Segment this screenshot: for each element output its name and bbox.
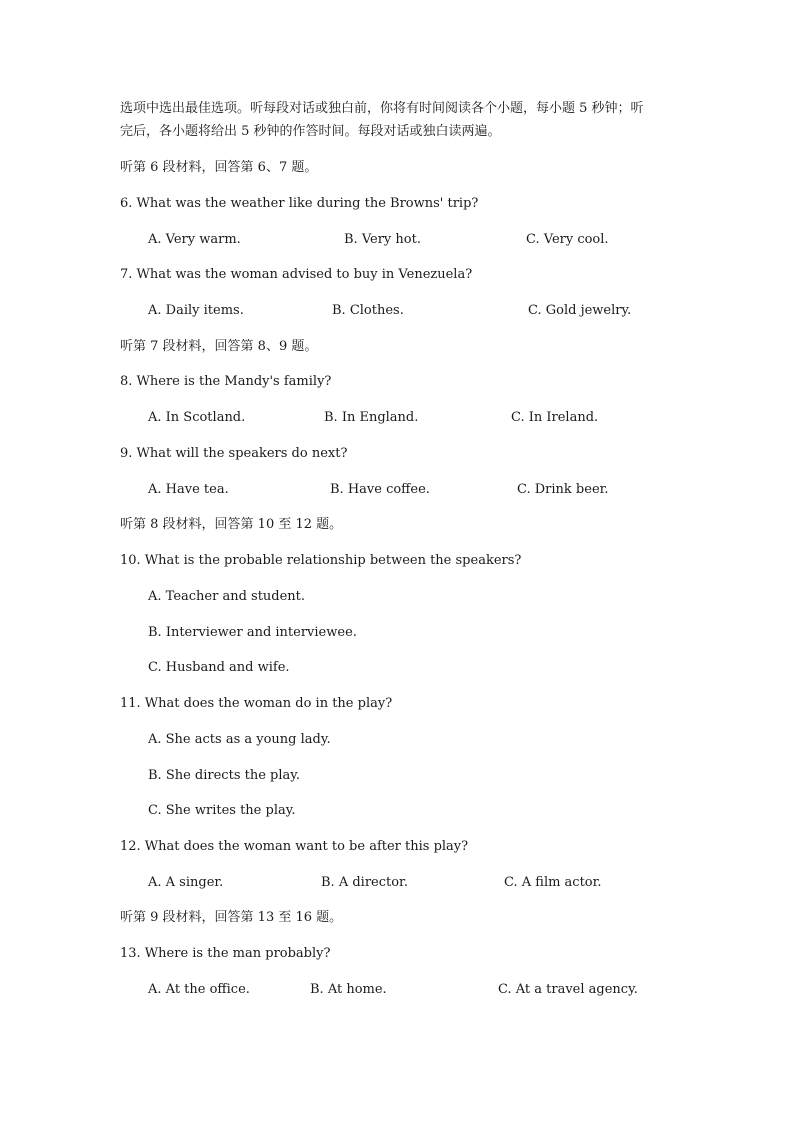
instructions-line-2: 完后，各小题将给出 5 秒钟的作答时间。每段对话或独白读两遍。	[120, 124, 501, 139]
question-9-option-a: A. Have tea.	[148, 482, 229, 497]
question-8-option-a: A. In Scotland.	[148, 410, 246, 425]
question-13-stem: 13. Where is the man probably?	[120, 946, 331, 961]
question-13-option-b: B. At home.	[310, 982, 387, 997]
question-12-stem: 12. What does the woman want to be after this play?	[120, 839, 469, 854]
question-9-option-b: B. Have coffee.	[330, 482, 430, 497]
question-6-option-a: A. Very warm.	[148, 232, 241, 247]
question-11-option-a: A. She acts as a young lady.	[148, 732, 331, 747]
section-6-heading: 听第 6 段材料，回答第 6、7 题。	[120, 160, 318, 175]
question-8-option-c: C. In Ireland.	[511, 410, 599, 425]
question-6-option-b: B. Very hot.	[344, 232, 421, 247]
question-10-option-b: B. Interviewer and interviewee.	[148, 625, 357, 640]
question-9-option-c: C. Drink beer.	[517, 482, 609, 497]
question-9-stem: 9. What will the speakers do next?	[120, 446, 348, 461]
question-7-option-a: A. Daily items.	[148, 303, 244, 318]
question-6-stem: 6. What was the weather like during the Browns' trip?	[120, 196, 479, 211]
question-13-option-a: A. At the office.	[148, 982, 250, 997]
question-7-option-b: B. Clothes.	[332, 303, 404, 318]
question-7-stem: 7. What was the woman advised to buy in Venezuela?	[120, 267, 473, 282]
question-8-stem: 8. Where is the Mandy's family?	[120, 374, 332, 389]
question-10-option-a: A. Teacher and student.	[148, 589, 306, 604]
question-12-option-c: C. A film actor.	[504, 875, 602, 890]
question-11-option-c: C. She writes the play.	[148, 803, 296, 818]
question-13-option-c: C. At a travel agency.	[498, 982, 638, 997]
section-8-heading: 听第 8 段材料，回答第 10 至 12 题。	[120, 517, 343, 532]
question-10-option-c: C. Husband and wife.	[148, 660, 290, 675]
question-11-stem: 11. What does the woman do in the play?	[120, 696, 393, 711]
section-7-heading: 听第 7 段材料，回答第 8、9 题。	[120, 339, 318, 354]
instructions-line-1: 选项中选出最佳选项。听每段对话或独白前，你将有时间阅读各个小题，每小题 5 秒钟；听	[120, 101, 644, 116]
question-12-option-a: A. A singer.	[148, 875, 224, 890]
question-6-option-c: C. Very cool.	[526, 232, 609, 247]
question-11-option-b: B. She directs the play.	[148, 768, 301, 783]
question-7-option-c: C. Gold jewelry.	[528, 303, 632, 318]
question-12-option-b: B. A director.	[321, 875, 408, 890]
question-8-option-b: B. In England.	[324, 410, 419, 425]
question-10-stem: 10. What is the probable relationship between the speakers?	[120, 553, 522, 568]
section-9-heading: 听第 9 段材料，回答第 13 至 16 题。	[120, 910, 343, 925]
